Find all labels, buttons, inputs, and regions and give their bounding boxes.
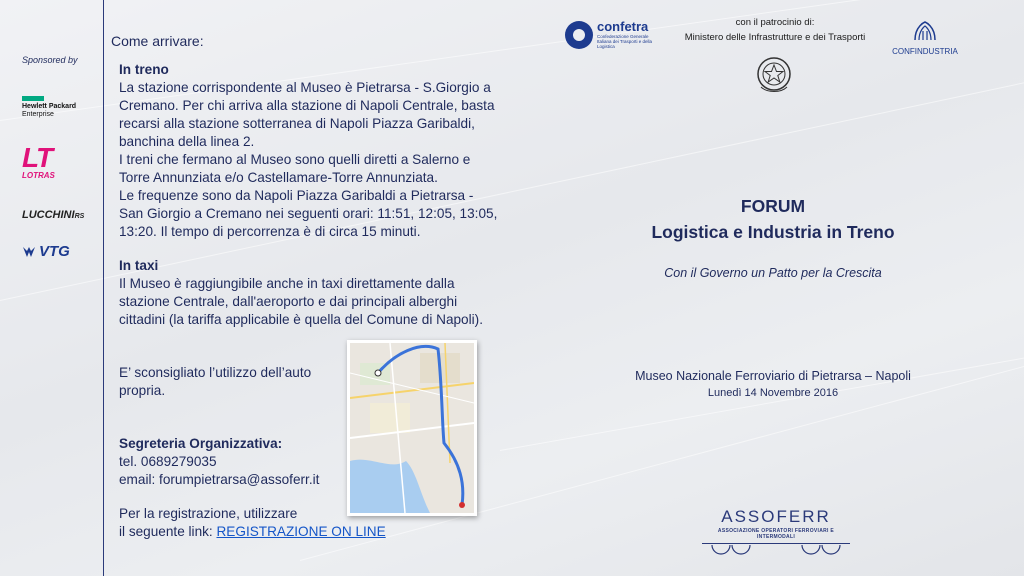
train-text-3: Le frequenze sono da Napoli Piazza Garibaldi a Pietrarsa - San Giorgio a Cremano nei seguenti orari: 11:51, 12:05, 13:05, 13:20. Il tempo di percorrenza è di circa 15 minuti. [119, 188, 498, 239]
secretary-heading: Segreteria Organizzativa: [119, 436, 283, 451]
vtg-mark-icon [22, 246, 36, 258]
taxi-heading: In taxi [119, 258, 159, 273]
registration-line-2: il seguente link: REGISTRAZIONE ON LINE [119, 524, 386, 539]
taxi-section [119, 257, 499, 329]
train-text-2: I treni che fermano al Museo sono quelli diretti a Salerno e Torre Annunziata e/o Castellamare-Torre Annunziata. [119, 152, 471, 185]
forum-title: FORUM Logistica e Industria in Treno [651, 196, 895, 242]
how-to-arrive-title: Come arrivare: [111, 33, 204, 49]
lotras-logo: LT LOTRAS [22, 142, 55, 180]
event-venue: Museo Nazionale Ferroviario di Pietrarsa – Napoli [635, 369, 911, 383]
forum-tagline: Con il Governo un Patto per la Crescita [664, 266, 882, 280]
confindustria-logo: CONFINDUSTRIA [888, 20, 962, 56]
secretary-email: email: forumpietrarsa@assoferr.it [119, 472, 320, 487]
confindustria-mark-icon [912, 20, 938, 42]
railcar-wheels-icon [702, 544, 850, 558]
registration-link[interactable]: REGISTRAZIONE ON LINE [216, 524, 386, 539]
registration-line-1: Per la registrazione, utilizzare [119, 506, 298, 521]
confetra-logo: confetra Confederazione Generale Italiana dei Trasporti e della Logistica [565, 20, 659, 49]
italian-republic-emblem-icon [755, 55, 793, 95]
route-map[interactable] [347, 340, 477, 516]
confetra-mark-icon [565, 21, 593, 49]
lucchini-rs-logo: LUCCHINIRS [22, 209, 85, 221]
assoferr-logo: ASSOFERR ASSOCIAZIONE OPERATORI FERROVIARI E INTERMODALI [702, 507, 850, 563]
map-image [350, 343, 474, 513]
sponsored-by-label: Sponsored by [22, 55, 78, 65]
event-date: Lunedì 14 Novembre 2016 [707, 387, 839, 399]
secretary-phone: tel. 0689279035 [119, 454, 217, 469]
train-text-1: La stazione corrispondente al Museo è Pietrarsa - S.Giorgio a Cremano. Per chi arriva alla stazione di Napoli Centrale, basta recarsi alla stazione sotterranea di Napoli Piazza Garibaldi, banchina della linea 2. [119, 80, 495, 149]
sponsor-sidebar [0, 0, 104, 576]
train-heading: In treno [119, 62, 169, 77]
vtg-logo: VTG [22, 243, 70, 260]
patronage-text: con il patrocinio di: Ministero delle Infrastrutture e dei Trasporti [684, 17, 866, 43]
car-note: E’ sconsigliato l’utilizzo dell’auto propria. [119, 365, 312, 398]
taxi-text: Il Museo è raggiungibile anche in taxi direttamente dalla stazione Centrale, dall'aeroporto e dai principali alberghi cittadini (la tariffa applicabile è quella del Comune di Napoli). [119, 276, 483, 327]
hewlett-packard-enterprise-logo: Hewlett Packard Enterprise [22, 96, 76, 119]
train-section [119, 61, 499, 241]
